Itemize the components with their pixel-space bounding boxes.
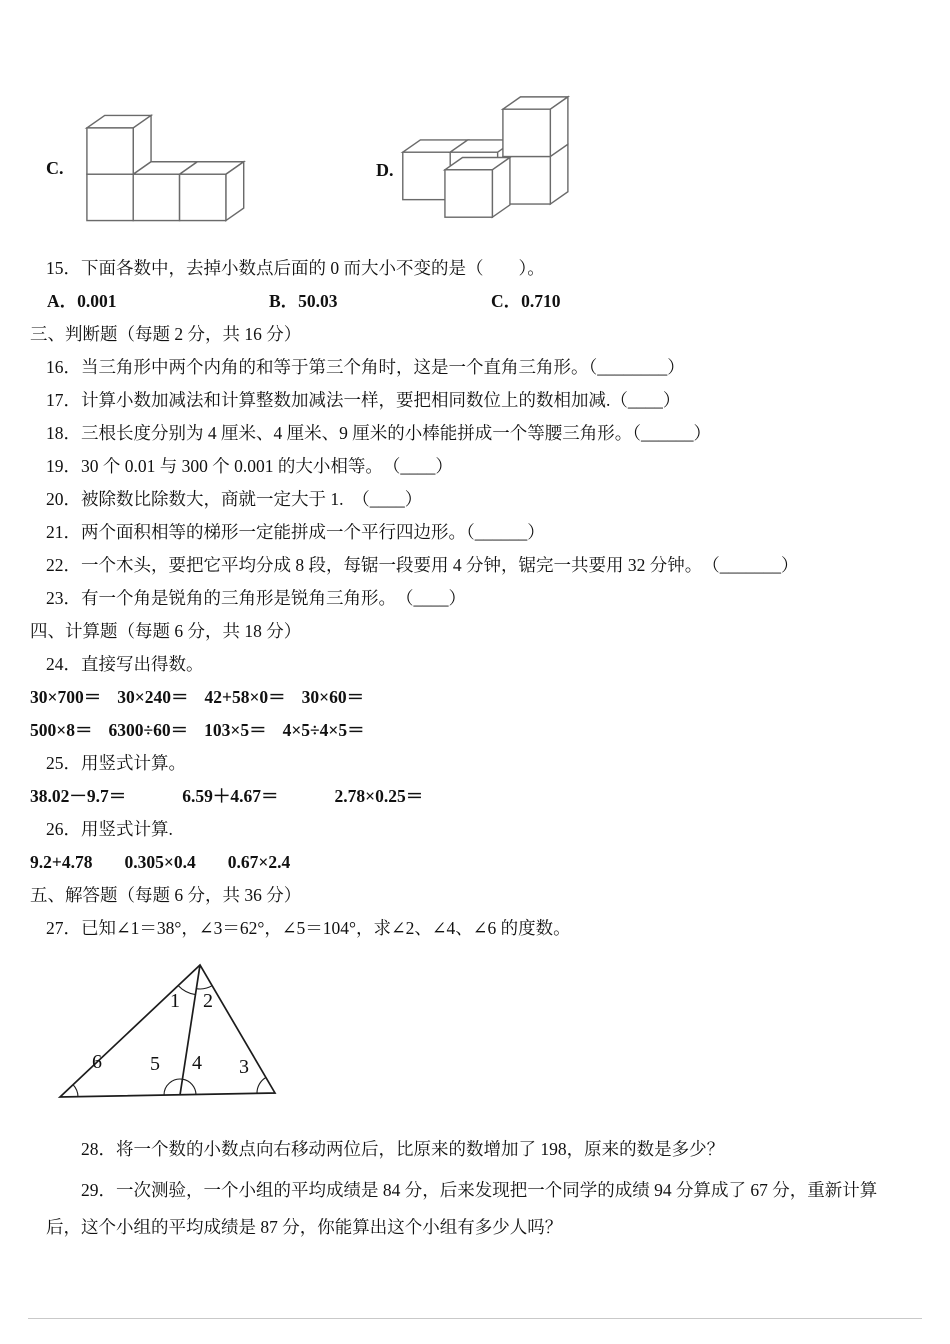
- cube-c-drawing: [87, 115, 244, 220]
- question-25-label: 25．用竖式计算。: [46, 753, 186, 773]
- judge-item-18: 18．三根长度分别为 4 厘米、4 厘米、9 厘米的小棒能拼成一个等腰三角形。（______）: [46, 423, 711, 443]
- question-26-label: 26．用竖式计算.: [46, 819, 173, 839]
- q15-option-b: B．50.03: [269, 291, 338, 311]
- figures-row: [30, 0, 910, 252]
- question-15-text: 15．下面各数中，去掉小数点后面的 0 而大小不变的是（ ）。: [46, 258, 545, 278]
- calc-expression: 9.2+4.78: [30, 852, 93, 872]
- q24-row-1: [30, 681, 910, 714]
- angle-label-4: 4: [192, 1052, 202, 1074]
- page-bottom-rule: [28, 1318, 922, 1319]
- section-calc-title: 四、计算题（每题 6 分，共 18 分）: [30, 621, 302, 641]
- question-28-text: 28．将一个数的小数点向右移动两位后，比原来的数增加了 198，原来的数是多少？: [81, 1139, 725, 1159]
- q25-row: [30, 780, 910, 813]
- angle-label-2: 2: [203, 990, 213, 1012]
- cube-d-drawing: [403, 97, 568, 217]
- triangle-figure-wrap: [50, 955, 910, 1113]
- calc-expression: 38.02－9.7＝: [30, 786, 127, 806]
- calc-expression: 42+58×0＝: [204, 687, 286, 707]
- calc-expression: 500×8＝: [30, 720, 93, 740]
- q15-option-c: C．0.710: [491, 291, 561, 311]
- question-29-text: 29．一次测验，一个小组的平均成绩是 84 分，后来发现把一个同学的成绩 94 分算成了 67 分，重新计算后，这个小组的平均成绩是 87 分，你能算出这个小组有多少人吗？: [46, 1180, 878, 1237]
- question-15-options: [47, 285, 910, 318]
- q24-row-2: [30, 714, 910, 747]
- calc-expression: 30×240＝: [117, 687, 189, 707]
- judge-item-21: 21．两个面积相等的梯形一定能拼成一个平行四边形。（______）: [46, 522, 545, 542]
- angle-label-5: 5: [150, 1053, 160, 1075]
- calc-expression: 0.67×2.4: [227, 852, 291, 872]
- calc-expression: 6300÷60＝: [108, 720, 189, 740]
- judge-item-22: 22．一个木头，要把它平均分成 8 段，每锯一段要用 4 分钟，锯完一共要用 32 分钟。 （_______）: [46, 555, 799, 575]
- judge-item-19: 19．30 个 0.01 与 300 个 0.001 的大小相等。 （____）: [46, 456, 453, 476]
- q15-option-a: A．0.001: [47, 291, 117, 311]
- figure-option-c-label: C.: [46, 158, 64, 178]
- q26-row: [30, 846, 910, 879]
- calc-expression: 2.78×0.25＝: [334, 786, 424, 806]
- judge-item-23: 23．有一个角是锐角的三角形是锐角三角形。 （____）: [46, 588, 466, 608]
- triangle-drawing: [60, 965, 275, 1097]
- judge-item-16: 16．当三角形中两个内角的和等于第三个角时，这是一个直角三角形。（________）: [46, 357, 685, 377]
- triangle-figure: [50, 955, 350, 1110]
- calc-expression: 6.59＋4.67＝: [182, 786, 279, 806]
- angle-label-6: 6: [92, 1051, 102, 1073]
- figure-option-d-label: D.: [376, 160, 394, 180]
- calc-expression: 30×60＝: [301, 687, 365, 707]
- section-judge-title: 三、判断题（每题 2 分，共 16 分）: [30, 324, 302, 344]
- cube-figure-d: [394, 86, 596, 236]
- judge-item-20: 20．被除数比除数大，商就一定大于 1. （____）: [46, 489, 423, 509]
- angle-label-3: 3: [239, 1056, 249, 1078]
- judge-item-17: 17．计算小数加减法和计算整数加减法一样，要把相同数位上的数相加减.（____）: [46, 390, 681, 410]
- calc-expression: 0.305×0.4: [124, 852, 196, 872]
- section-solve-title: 五、解答题（每题 6 分，共 36 分）: [30, 885, 302, 905]
- calc-expression: 4×5÷4×5＝: [282, 720, 365, 740]
- calc-expression: 30×700＝: [30, 687, 102, 707]
- cube-figure-c: [78, 110, 274, 226]
- question-27-text: 27．已知∠1＝38°，∠3＝62°，∠5＝104°，求∠2、∠4、∠6 的度数。: [46, 918, 571, 938]
- question-24-label: 24．直接写出得数。: [46, 654, 204, 674]
- angle-label-1: 1: [170, 990, 180, 1012]
- calc-expression: 103×5＝: [204, 720, 267, 740]
